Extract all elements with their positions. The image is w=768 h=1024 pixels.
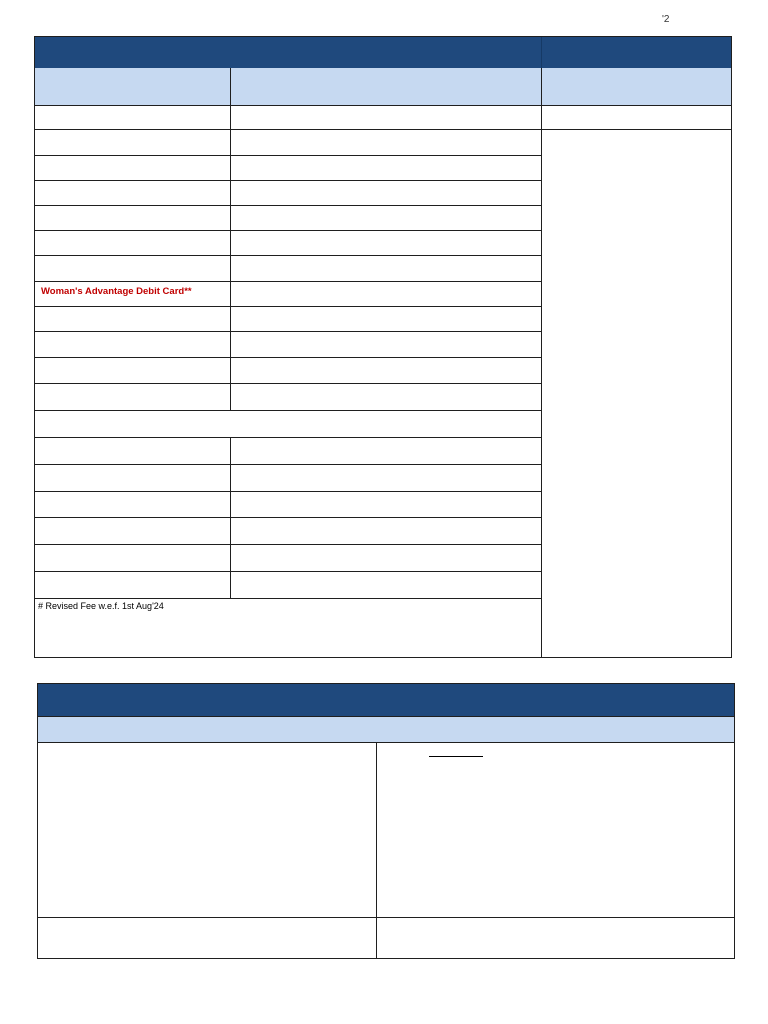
fee-footnote: # Revised Fee w.e.f. 1st Aug'24 <box>38 601 164 611</box>
table-subheader <box>35 68 731 105</box>
underline-mark <box>429 756 483 757</box>
page-number-mark: '2 <box>662 14 670 25</box>
second-table-subheader <box>38 717 734 742</box>
fees-table <box>34 36 732 658</box>
table-header-dark <box>35 37 731 68</box>
woman-advantage-debit-card-label: Woman's Advantage Debit Card** <box>41 286 192 297</box>
second-table <box>37 683 735 959</box>
second-table-header-dark <box>38 684 734 716</box>
